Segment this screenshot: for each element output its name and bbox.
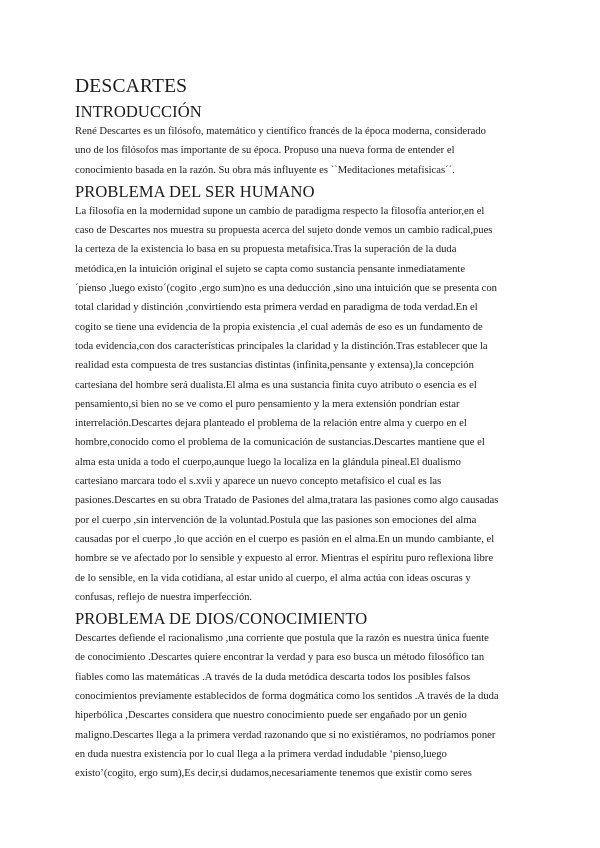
text-line: cartesiano marcara todo el s.xvii y aparece un nuevo concepto metafísico el cual es las: [75, 476, 442, 488]
text-line: en duda nuestra existencia por lo cual llega a la primera verdad indudable ‘pienso,luego: [75, 748, 447, 760]
section-heading: PROBLEMA DEL SER HUMANO: [75, 181, 315, 201]
section-problema-dios-conocimiento: [75, 608, 525, 783]
section-problema-ser-humano: [75, 181, 525, 607]
text-line: maligno.Descartes llega a la primera verdad razonando que si no existiéramos, no podríamos poner: [75, 729, 496, 741]
section-paragraph: [75, 629, 525, 783]
section-paragraph: [75, 202, 525, 607]
text-line: interrelación.Descartes dejara planteado el problema de la relación entre alma y cuerpo en el: [75, 418, 467, 430]
text-line: la certeza de la existencia lo basa en su propuesta metafísica.Tras la superación de la duda: [75, 244, 457, 256]
text-line: conocimiento basada en la razón. Su obra más influyente es ``Meditaciones metafísicas´´.: [75, 164, 455, 176]
text-line: pasiones.Descartes en su obra Tratado de Pasiones del alma,tratara las pasiones como algo causadas: [75, 495, 499, 507]
text-line: uno de los filósofos mas importante de su época. Propuso una nueva forma de entender el: [75, 145, 455, 157]
text-line: hombre se ve afectado por lo sensible y expuesto al error. Mientras el espíritu puro reflexiona libre: [75, 553, 494, 565]
text-line: total claridad y distinción ,convirtiendo esta primera verdad en paradigma de toda verdad.En el: [75, 302, 478, 314]
text-line: conocimientos previamente establecidos de forma dogmática como los sentidos .A través de la duda: [75, 691, 499, 703]
text-line: fiables como las matemáticas .A través de la duda metódica descarta todos los posibles falsos: [75, 671, 471, 683]
text-line: toda evidencia,con dos características principales la claridad y la distinción.Tras establecer que la: [75, 340, 488, 352]
text-line: existo’(cogito, ergo sum),Es decir,si dudamos,necesariamente tenemos que existir como seres: [75, 768, 472, 780]
document-title: DESCARTES: [75, 76, 188, 97]
text-line: cartesiana del hombre será dualista.El alma es una sustancia finita cuyo atributo o esencia es el: [75, 379, 477, 391]
text-line: realidad esta compuesta de tres sustancias distintas (infinita,pensante y extensa),la concepción: [75, 360, 474, 372]
text-line: de conocimiento .Descartes quiere encontrar la verdad y para eso busca un método filosófico tan: [75, 652, 485, 664]
section-heading: PROBLEMA DE DIOS/CONOCIMIENTO: [75, 609, 368, 629]
text-line: alma esta unida a todo el cuerpo,aunque luego la localiza en la glándula pineal.El dualismo: [75, 456, 461, 468]
text-line: metódica,en la intuición original el sujeto se capta como sustancia pensante inmediatamente: [75, 263, 466, 275]
text-line: de lo sensible, en la vida cotidiana, al estar unido al cuerpo, el alma actúa con ideas oscuras y: [75, 572, 471, 584]
section-paragraph: [75, 122, 525, 180]
text-line: La filosofía en la modernidad supone un cambio de paradigma respecto la filosofía anterior,en el: [75, 205, 485, 217]
section-heading: INTRODUCCIÓN: [75, 102, 202, 121]
text-line: causadas por el cuerpo ,lo que acción en el cuerpo es pasión en el alma.En un mundo cambiante, el: [75, 533, 495, 545]
text-line: cogito se tiene una evidencia de la propia existencia ,el cual además de eso es un fundamento de: [75, 321, 483, 333]
text-line: hiperbólica ,Descartes considera que nuestro conocimiento puede ser engañado por un genio: [75, 710, 467, 722]
text-line: por el cuerpo ,sin intervención de la voluntad.Postula que las pasiones son emociones del alma: [75, 514, 477, 526]
section-introduccion: [75, 101, 525, 180]
text-line: caso de Descartes nos muestra su propuesta acerca del sujeto donde vemos un cambio radical,pues: [75, 225, 493, 237]
text-line: hombre,conocido como el problema de la comunicación de sustancias.Descartes mantiene que el: [75, 437, 485, 449]
text-line: confusas, reflejo de nuestra imperfección.: [75, 591, 253, 603]
document-page: [75, 75, 525, 784]
text-line: pensamiento,si bien no se ve como el puro pensamiento y la mera extensión pondrían estar: [75, 398, 460, 410]
text-line: Descartes defiende el racionalismo ,una corriente que postula que la razón es nuestra única fuente: [75, 633, 489, 645]
text-line: ´pienso ,luego existo´(cogito ,ergo sum)no es una deducción ,sino una intuición que se presenta con: [75, 283, 497, 295]
text-line: René Descartes es un filósofo, matemático y científico francés de la época moderna, considerado: [75, 126, 486, 137]
